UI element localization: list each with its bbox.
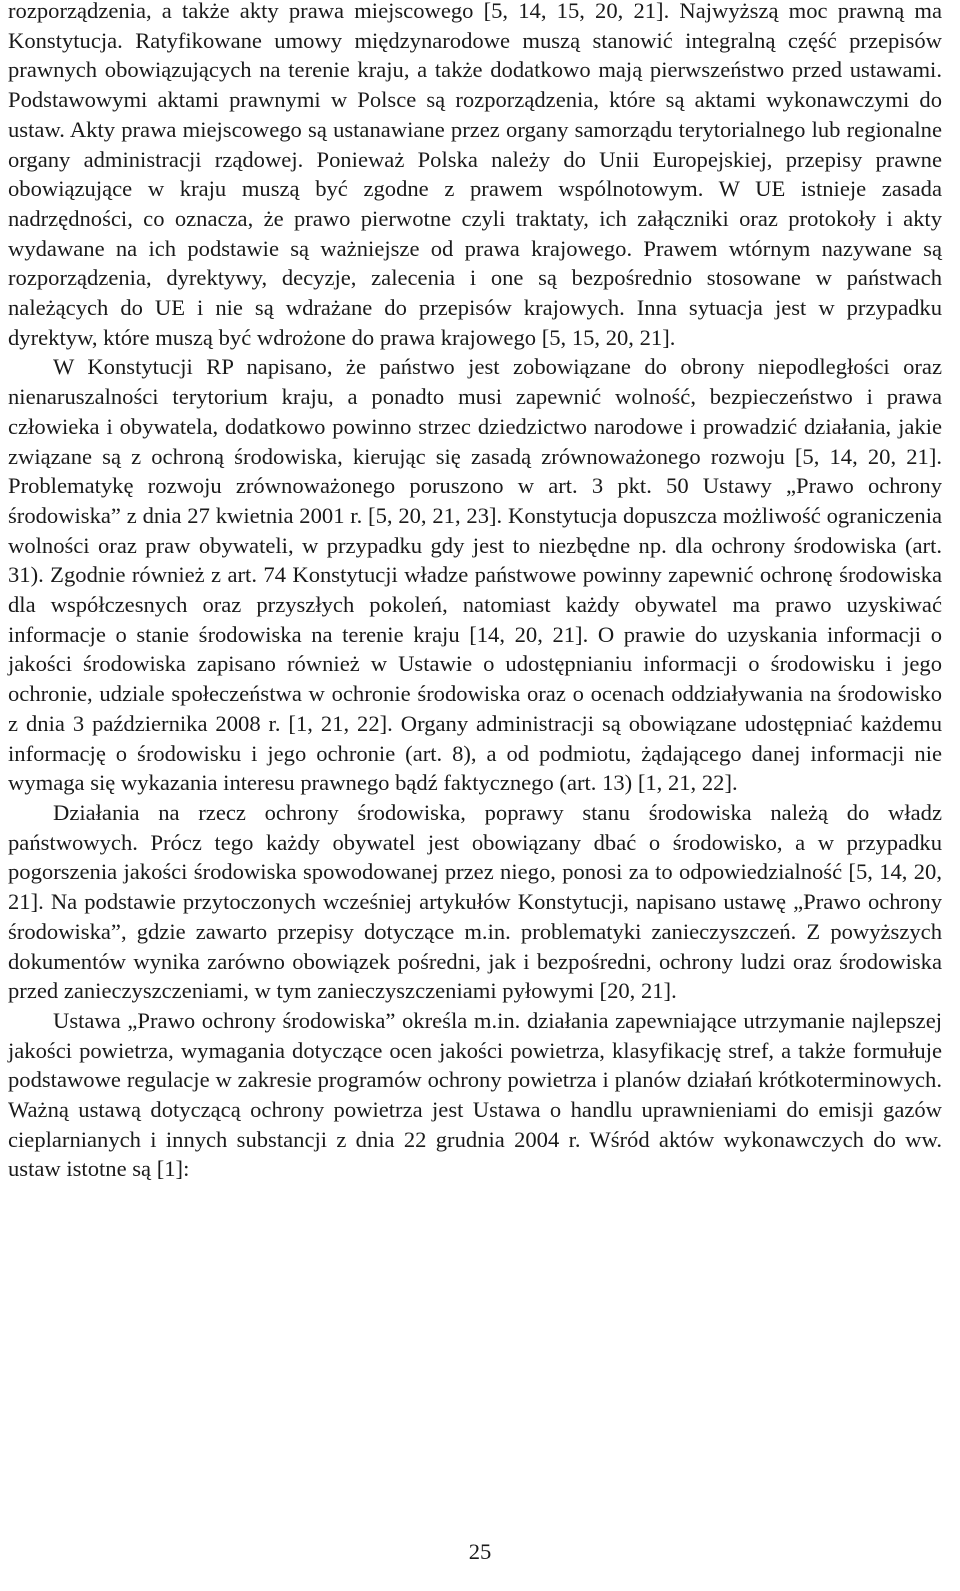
paragraph-1: rozporządzenia, a także akty prawa miejscowego [5, 14, 15, 20, 21]. Najwyższą moc prawną ma Konstytucja. Ratyfikowane umowy międzynarodowe muszą stanowić integralną część przepisów prawnych obowiązujących na terenie kraju, a także dodatkowo mają pierwszeństwo przed ustawami. Podstawowymi aktami prawnymi w Polsce są rozporządzenia, które są aktami wykonawczymi do ustaw. Akty prawa miejscowego są ustanawiane przez organy samorządu terytorialnego lub regionalne organy administracji rządowej. Ponieważ Polska należy do Unii Europejskiej, przepisy prawne obowiązujące w kraju muszą być zgodne z prawem wspólnotowym. W UE istnieje zasada nadrzędności, co oznacza, że prawo pierwotne czyli traktaty, ich załączniki oraz protokoły i akty wydawane na ich podstawie są ważniejsze od prawa krajowego. Prawem wtórnym nazywane są rozporządzenia, dyrektywy, decyzje, zalecenia i one są bezpośrednio stosowane w państwach należących do UE i nie są wdrażane do przepisów krajowych. Inna sytuacja jest w przypadku dyrektyw, które muszą być wdrożone do prawa krajowego [5, 15, 20, 21].	[8, 0, 942, 350]
paragraph-3: Działania na rzecz ochrony środowiska, poprawy stanu środowiska należą do władz państwowych. Prócz tego każdy obywatel jest obowiązany dbać o środowisko, a w przypadku pogorszenia jakości środowiska spowodowanej przez niego, ponosi za to odpowiedzialność [5, 14, 20, 21]. Na podstawie przytoczonych wcześniej artykułów Konstytucji, napisano ustawę „Prawo ochrony środowiska”, gdzie zawarto przepisy dotyczące m.in. problematyki zanieczyszczeń. Z powyższych dokumentów wynika zarówno obowiązek pośredni, jak i bezpośredni, ochrony ludzi oraz środowiska przed zanieczyszczeniami, w tym zanieczyszczeniami pyłowymi [20, 21].	[8, 799, 942, 1004]
page-number: 25	[468, 1539, 492, 1564]
paragraph-4: Ustawa „Prawo ochrony środowiska” określa m.in. działania zapewniające utrzymanie najlepszej jakości powietrza, wymagania dotyczące ocen jakości powietrza, klasyfikację stref, a także formułuje podstawowe regulacje w zakresie programów ochrony powietrza i planów działań krótkoterminowych. Ważną ustawą dotyczącą ochrony powietrza jest Ustawa o handlu uprawnieniami do emisji gazów cieplarnianych i innych substancji z dnia 22 grudnia 2004 r. Wśród aktów wykonawczych do ww. ustaw istotne są [1]:	[8, 1007, 942, 1182]
document-body	[8, 0, 942, 1184]
paragraph-2: W Konstytucji RP napisano, że państwo jest zobowiązane do obrony niepodległości oraz nienaruszalności terytorium kraju, a ponadto musi zapewnić wolność, bezpieczeństwo i prawa człowieka i obywatela, dodatkowo powinno strzec dziedzictwo narodowe i prowadzić działania, jakie związane są z ochroną środowiska, kierując się zasadą zrównoważonego rozwoju [5, 14, 20, 21]. Problematykę rozwoju zrównoważonego poruszono w art. 3 pkt. 50 Ustawy „Prawo ochrony środowiska” z dnia 27 kwietnia 2001 r. [5, 20, 21, 23]. Konstytucja dopuszcza możliwość ograniczenia wolności oraz praw obywateli, w przypadku gdy jest to niezbędne np. dla ochrony środowiska (art. 31). Zgodnie również z art. 74 Konstytucji władze państwowe powinny zapewnić ochronę środowiska dla współczesnych oraz przyszłych pokoleń, natomiast każdy obywatel ma prawo uzyskiwać informacje o stanie środowiska na terenie kraju [14, 20, 21]. O prawie do uzyskania informacji o jakości środowiska zapisano również w Ustawie o udostępnianiu informacji o środowisku i jego ochronie, udziale społeczeństwa w ochronie środowiska oraz o ocenach oddziaływania na środowisko z dnia 3 października 2008 r. [1, 21, 22]. Organy administracji są obowiązane udostępniać każdemu informację o środowisku i jego ochronie (art. 8), a od podmiotu, żądającego danej informacji nie wymaga się wykazania interesu prawnego bądź faktycznego (art. 13) [1, 21, 22].	[8, 354, 942, 796]
